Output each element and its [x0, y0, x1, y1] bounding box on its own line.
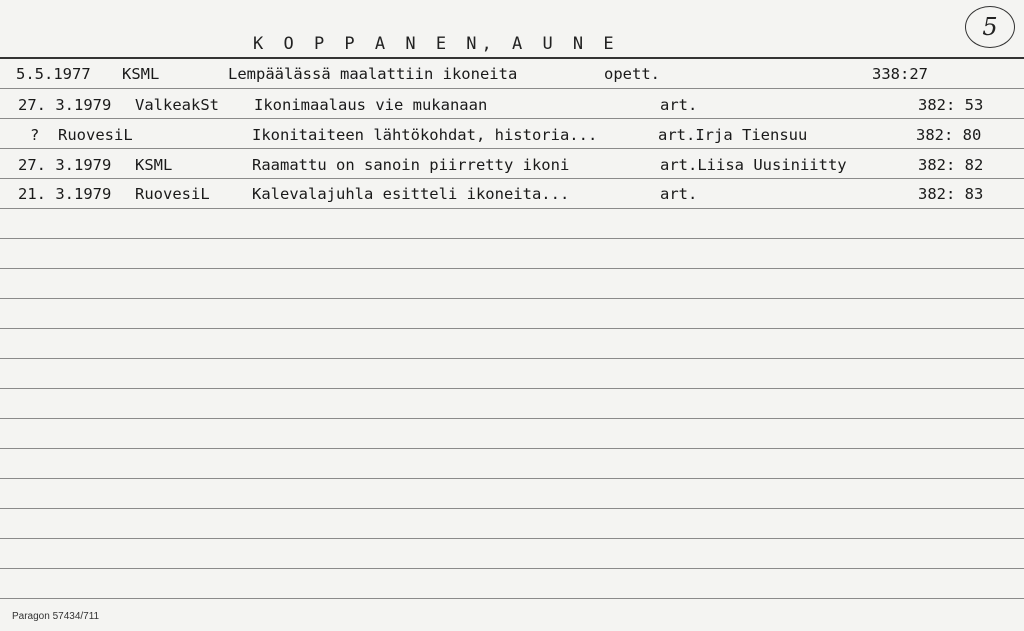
rule-line	[0, 478, 1024, 479]
entry-date: 27. 3.1979	[18, 156, 112, 174]
entry-source: KSML	[122, 65, 160, 83]
entry-ref: 382: 82	[918, 156, 984, 174]
entry-date: ?	[30, 126, 40, 144]
entry-title: Kalevalajuhla esitteli ikoneita...	[252, 185, 570, 203]
rule-line	[0, 448, 1024, 449]
entry-source: KSML	[135, 156, 173, 174]
entry-source: RuovesiL	[135, 185, 210, 203]
rule-line	[0, 388, 1024, 389]
card-title: K O P P A N E N, A U N E	[253, 34, 619, 54]
entry-title: Raamattu on sanoin piirretty ikoni	[252, 156, 570, 174]
entry-ref: 382: 80	[916, 126, 982, 144]
entry-type: art.Irja Tiensuu	[658, 126, 808, 144]
entry-row	[0, 152, 1024, 178]
rule-line	[0, 508, 1024, 509]
entry-row	[0, 61, 1024, 87]
entry-date: 5.5.1977	[16, 65, 91, 83]
entry-ref: 338:27	[872, 65, 928, 83]
entry-row	[0, 92, 1024, 118]
rule-line	[0, 538, 1024, 539]
rule-line	[0, 88, 1024, 89]
rule-line	[0, 418, 1024, 419]
entry-date: 27. 3.1979	[18, 96, 112, 114]
entry-type: opett.	[604, 65, 660, 83]
rule-line	[0, 328, 1024, 329]
rule-line	[0, 118, 1024, 119]
entry-title: Lempäälässä maalattiin ikoneita	[228, 65, 518, 83]
entry-type: art.Liisa Uusiniitty	[660, 156, 847, 174]
entry-source: RuovesiL	[58, 126, 133, 144]
entry-row	[0, 122, 1024, 148]
entry-type: art.	[660, 96, 698, 114]
entry-type: art.	[660, 185, 698, 203]
entry-title: Ikonimaalaus vie mukanaan	[254, 96, 488, 114]
entry-row	[0, 181, 1024, 207]
rule-line	[0, 358, 1024, 359]
rule-line	[0, 298, 1024, 299]
entry-date: 21. 3.1979	[18, 185, 112, 203]
rule-line	[0, 568, 1024, 569]
rule-line	[0, 598, 1024, 599]
rule-line	[0, 178, 1024, 179]
entry-title: Ikonitaiteen lähtökohdat, historia...	[252, 126, 598, 144]
rule-line	[0, 208, 1024, 209]
rule-line	[0, 57, 1024, 59]
rule-line	[0, 148, 1024, 149]
entry-ref: 382: 83	[918, 185, 984, 203]
card-footer-print: Paragon 57434/711	[12, 611, 100, 622]
entry-ref: 382: 53	[918, 96, 984, 114]
entry-source: ValkeakSt	[135, 96, 219, 114]
rule-line	[0, 268, 1024, 269]
rule-line	[0, 238, 1024, 239]
card-number-stamp: 5	[965, 6, 1015, 48]
